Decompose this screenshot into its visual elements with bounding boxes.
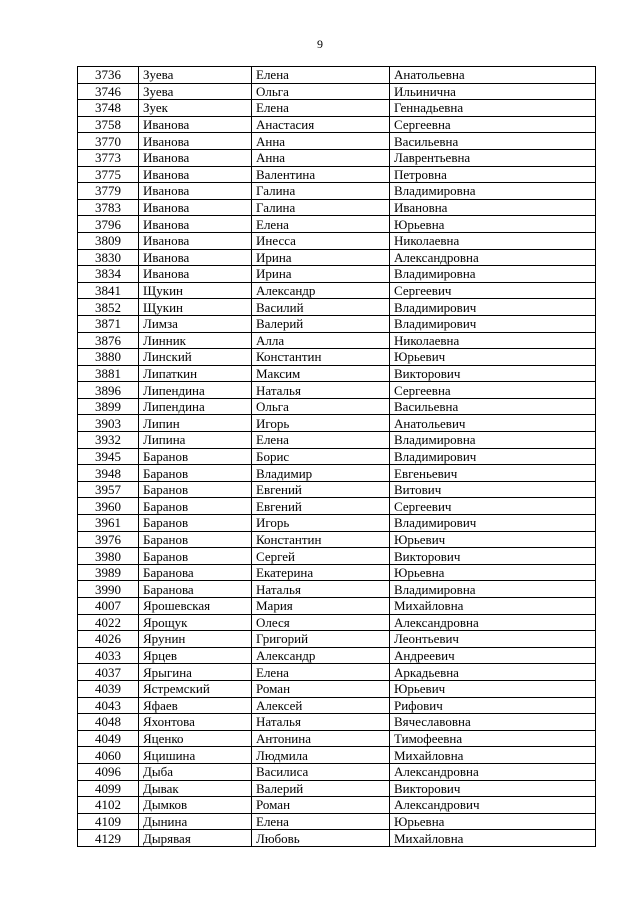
record-number-cell: 3758 — [78, 116, 139, 133]
first-name-cell: Евгений — [252, 498, 390, 515]
table-row — [78, 498, 596, 515]
surname-cell: Дынина — [139, 813, 252, 830]
surname-cell: Иванова — [139, 232, 252, 249]
first-name-cell: Константин — [252, 349, 390, 366]
table-row — [78, 730, 596, 747]
roster-body — [78, 67, 596, 847]
table-row — [78, 664, 596, 681]
patronymic-cell: Юрьевич — [390, 531, 596, 548]
table-row — [78, 481, 596, 498]
patronymic-cell: Аркадьевна — [390, 664, 596, 681]
surname-cell: Липендина — [139, 398, 252, 415]
surname-cell: Зуек — [139, 100, 252, 117]
patronymic-cell: Владимировна — [390, 432, 596, 449]
first-name-cell: Максим — [252, 365, 390, 382]
surname-cell: Яценко — [139, 730, 252, 747]
table-row — [78, 398, 596, 415]
first-name-cell: Борис — [252, 448, 390, 465]
patronymic-cell: Михайловна — [390, 830, 596, 847]
surname-cell: Зуева — [139, 83, 252, 100]
table-row — [78, 598, 596, 615]
first-name-cell: Игорь — [252, 515, 390, 532]
table-row — [78, 349, 596, 366]
record-number-cell: 4026 — [78, 631, 139, 648]
table-row — [78, 415, 596, 432]
first-name-cell: Валерий — [252, 780, 390, 797]
patronymic-cell: Николаевна — [390, 332, 596, 349]
first-name-cell: Роман — [252, 797, 390, 814]
record-number-cell: 3876 — [78, 332, 139, 349]
record-number-cell: 3976 — [78, 531, 139, 548]
record-number-cell: 3748 — [78, 100, 139, 117]
table-row — [78, 797, 596, 814]
record-number-cell: 4129 — [78, 830, 139, 847]
table-row — [78, 531, 596, 548]
patronymic-cell: Александровна — [390, 763, 596, 780]
record-number-cell: 3871 — [78, 315, 139, 332]
surname-cell: Дывак — [139, 780, 252, 797]
record-number-cell: 4109 — [78, 813, 139, 830]
record-number-cell: 4007 — [78, 598, 139, 615]
first-name-cell: Наталья — [252, 581, 390, 598]
first-name-cell: Константин — [252, 531, 390, 548]
record-number-cell: 3746 — [78, 83, 139, 100]
record-number-cell: 4099 — [78, 780, 139, 797]
record-number-cell: 3945 — [78, 448, 139, 465]
record-number-cell: 3736 — [78, 67, 139, 84]
record-number-cell: 4049 — [78, 730, 139, 747]
record-number-cell: 3903 — [78, 415, 139, 432]
table-row — [78, 149, 596, 166]
surname-cell: Липин — [139, 415, 252, 432]
patronymic-cell: Владимирович — [390, 299, 596, 316]
surname-cell: Баранов — [139, 531, 252, 548]
record-number-cell: 3989 — [78, 564, 139, 581]
surname-cell: Яхонтова — [139, 714, 252, 731]
record-number-cell: 3990 — [78, 581, 139, 598]
patronymic-cell: Анатольевич — [390, 415, 596, 432]
patronymic-cell: Петровна — [390, 166, 596, 183]
first-name-cell: Елена — [252, 216, 390, 233]
first-name-cell: Сергей — [252, 548, 390, 565]
table-row — [78, 282, 596, 299]
first-name-cell: Елена — [252, 813, 390, 830]
surname-cell: Яцишина — [139, 747, 252, 764]
patronymic-cell: Леонтьевич — [390, 631, 596, 648]
surname-cell: Баранов — [139, 448, 252, 465]
table-row — [78, 697, 596, 714]
patronymic-cell: Сергеевич — [390, 282, 596, 299]
first-name-cell: Анастасия — [252, 116, 390, 133]
surname-cell: Зуева — [139, 67, 252, 84]
table-row — [78, 365, 596, 382]
first-name-cell: Ирина — [252, 266, 390, 283]
table-row — [78, 315, 596, 332]
record-number-cell: 3779 — [78, 183, 139, 200]
record-number-cell: 4022 — [78, 614, 139, 631]
first-name-cell: Ирина — [252, 249, 390, 266]
patronymic-cell: Анатольевна — [390, 67, 596, 84]
record-number-cell: 3960 — [78, 498, 139, 515]
table-row — [78, 166, 596, 183]
table-row — [78, 299, 596, 316]
first-name-cell: Роман — [252, 680, 390, 697]
first-name-cell: Елена — [252, 67, 390, 84]
first-name-cell: Валентина — [252, 166, 390, 183]
first-name-cell: Евгений — [252, 481, 390, 498]
first-name-cell: Анна — [252, 133, 390, 150]
record-number-cell: 3948 — [78, 465, 139, 482]
table-row — [78, 249, 596, 266]
table-row — [78, 183, 596, 200]
surname-cell: Ярощук — [139, 614, 252, 631]
first-name-cell: Анна — [252, 149, 390, 166]
surname-cell: Ярыгина — [139, 664, 252, 681]
patronymic-cell: Юрьевич — [390, 349, 596, 366]
first-name-cell: Алла — [252, 332, 390, 349]
surname-cell: Щукин — [139, 299, 252, 316]
patronymic-cell: Ильинична — [390, 83, 596, 100]
patronymic-cell: Юрьевна — [390, 813, 596, 830]
record-number-cell: 3796 — [78, 216, 139, 233]
patronymic-cell: Михайловна — [390, 747, 596, 764]
record-number-cell: 4048 — [78, 714, 139, 731]
record-number-cell: 4033 — [78, 647, 139, 664]
first-name-cell: Любовь — [252, 830, 390, 847]
table-row — [78, 564, 596, 581]
table-row — [78, 216, 596, 233]
surname-cell: Баранов — [139, 498, 252, 515]
table-row — [78, 780, 596, 797]
surname-cell: Липендина — [139, 382, 252, 399]
table-row — [78, 432, 596, 449]
table-row — [78, 266, 596, 283]
patronymic-cell: Викторович — [390, 548, 596, 565]
table-row — [78, 83, 596, 100]
patronymic-cell: Александрович — [390, 797, 596, 814]
first-name-cell: Олеся — [252, 614, 390, 631]
record-number-cell: 3880 — [78, 349, 139, 366]
table-row — [78, 515, 596, 532]
record-number-cell: 4096 — [78, 763, 139, 780]
first-name-cell: Елена — [252, 432, 390, 449]
record-number-cell: 3775 — [78, 166, 139, 183]
surname-cell: Иванова — [139, 116, 252, 133]
page-number: 9 — [317, 37, 323, 51]
record-number-cell: 4037 — [78, 664, 139, 681]
table-row — [78, 548, 596, 565]
surname-cell: Баранова — [139, 564, 252, 581]
patronymic-cell: Владимирович — [390, 448, 596, 465]
table-row — [78, 813, 596, 830]
patronymic-cell: Юрьевич — [390, 680, 596, 697]
first-name-cell: Василиса — [252, 763, 390, 780]
surname-cell: Липина — [139, 432, 252, 449]
first-name-cell: Игорь — [252, 415, 390, 432]
surname-cell: Дымков — [139, 797, 252, 814]
patronymic-cell: Владимировна — [390, 183, 596, 200]
first-name-cell: Наталья — [252, 714, 390, 731]
patronymic-cell: Юрьевна — [390, 564, 596, 581]
surname-cell: Ярцев — [139, 647, 252, 664]
first-name-cell: Владимир — [252, 465, 390, 482]
surname-cell: Яфаев — [139, 697, 252, 714]
record-number-cell: 4039 — [78, 680, 139, 697]
first-name-cell: Галина — [252, 183, 390, 200]
table-row — [78, 116, 596, 133]
surname-cell: Баранов — [139, 515, 252, 532]
record-number-cell: 3932 — [78, 432, 139, 449]
record-number-cell: 3773 — [78, 149, 139, 166]
first-name-cell: Людмила — [252, 747, 390, 764]
surname-cell: Лимза — [139, 315, 252, 332]
patronymic-cell: Евгеньевич — [390, 465, 596, 482]
record-number-cell: 4102 — [78, 797, 139, 814]
record-number-cell: 4043 — [78, 697, 139, 714]
first-name-cell: Ольга — [252, 83, 390, 100]
patronymic-cell: Николаевна — [390, 232, 596, 249]
patronymic-cell: Ивановна — [390, 199, 596, 216]
first-name-cell: Алексей — [252, 697, 390, 714]
surname-cell: Линник — [139, 332, 252, 349]
patronymic-cell: Витович — [390, 481, 596, 498]
table-row — [78, 631, 596, 648]
patronymic-cell: Васильевна — [390, 133, 596, 150]
patronymic-cell: Владимировна — [390, 581, 596, 598]
table-row — [78, 647, 596, 664]
first-name-cell: Наталья — [252, 382, 390, 399]
patronymic-cell: Викторович — [390, 780, 596, 797]
record-number-cell: 4060 — [78, 747, 139, 764]
first-name-cell: Александр — [252, 647, 390, 664]
record-number-cell: 3809 — [78, 232, 139, 249]
patronymic-cell: Михайловна — [390, 598, 596, 615]
record-number-cell: 3834 — [78, 266, 139, 283]
table-row — [78, 465, 596, 482]
surname-cell: Иванова — [139, 199, 252, 216]
table-row — [78, 199, 596, 216]
patronymic-cell: Сергеевна — [390, 116, 596, 133]
surname-cell: Ярунин — [139, 631, 252, 648]
first-name-cell: Василий — [252, 299, 390, 316]
patronymic-cell: Владимировна — [390, 266, 596, 283]
patronymic-cell: Александровна — [390, 614, 596, 631]
patronymic-cell: Геннадьевна — [390, 100, 596, 117]
table-row — [78, 747, 596, 764]
table-row — [78, 714, 596, 731]
table-row — [78, 382, 596, 399]
patronymic-cell: Лаврентьевна — [390, 149, 596, 166]
surname-cell: Линский — [139, 349, 252, 366]
surname-cell: Дыба — [139, 763, 252, 780]
first-name-cell: Галина — [252, 199, 390, 216]
record-number-cell: 3770 — [78, 133, 139, 150]
surname-cell: Баранова — [139, 581, 252, 598]
patronymic-cell: Васильевна — [390, 398, 596, 415]
surname-cell: Иванова — [139, 133, 252, 150]
record-number-cell: 3783 — [78, 199, 139, 216]
surname-cell: Иванова — [139, 149, 252, 166]
surname-cell: Иванова — [139, 216, 252, 233]
record-number-cell: 3896 — [78, 382, 139, 399]
patronymic-cell: Викторович — [390, 365, 596, 382]
record-number-cell: 3830 — [78, 249, 139, 266]
first-name-cell: Ольга — [252, 398, 390, 415]
table-row — [78, 448, 596, 465]
patronymic-cell: Андреевич — [390, 647, 596, 664]
patronymic-cell: Владимирович — [390, 515, 596, 532]
first-name-cell: Екатерина — [252, 564, 390, 581]
table-row — [78, 100, 596, 117]
surname-cell: Иванова — [139, 183, 252, 200]
record-number-cell: 3881 — [78, 365, 139, 382]
record-number-cell: 3961 — [78, 515, 139, 532]
patronymic-cell: Рифович — [390, 697, 596, 714]
surname-cell: Липаткин — [139, 365, 252, 382]
first-name-cell: Елена — [252, 100, 390, 117]
patronymic-cell: Сергеевич — [390, 498, 596, 515]
table-row — [78, 680, 596, 697]
surname-cell: Ярошевская — [139, 598, 252, 615]
patronymic-cell: Вячеславовна — [390, 714, 596, 731]
table-row — [78, 763, 596, 780]
record-number-cell: 3852 — [78, 299, 139, 316]
table-row — [78, 232, 596, 249]
table-row — [78, 332, 596, 349]
surname-cell: Баранов — [139, 465, 252, 482]
surname-cell: Иванова — [139, 166, 252, 183]
table-row — [78, 581, 596, 598]
patronymic-cell: Владимирович — [390, 315, 596, 332]
first-name-cell: Елена — [252, 664, 390, 681]
surname-cell: Баранов — [139, 548, 252, 565]
table-row — [78, 133, 596, 150]
roster-table — [77, 66, 596, 847]
patronymic-cell: Александровна — [390, 249, 596, 266]
first-name-cell: Валерий — [252, 315, 390, 332]
surname-cell: Ястремский — [139, 680, 252, 697]
table-row — [78, 614, 596, 631]
patronymic-cell: Тимофеевна — [390, 730, 596, 747]
first-name-cell: Мария — [252, 598, 390, 615]
surname-cell: Иванова — [139, 249, 252, 266]
table-row — [78, 830, 596, 847]
first-name-cell: Антонина — [252, 730, 390, 747]
record-number-cell: 3980 — [78, 548, 139, 565]
first-name-cell: Инесса — [252, 232, 390, 249]
table-row — [78, 67, 596, 84]
record-number-cell: 3841 — [78, 282, 139, 299]
patronymic-cell: Сергеевна — [390, 382, 596, 399]
record-number-cell: 3899 — [78, 398, 139, 415]
surname-cell: Баранов — [139, 481, 252, 498]
patronymic-cell: Юрьевна — [390, 216, 596, 233]
surname-cell: Дырявая — [139, 830, 252, 847]
record-number-cell: 3957 — [78, 481, 139, 498]
first-name-cell: Григорий — [252, 631, 390, 648]
surname-cell: Щукин — [139, 282, 252, 299]
surname-cell: Иванова — [139, 266, 252, 283]
first-name-cell: Александр — [252, 282, 390, 299]
